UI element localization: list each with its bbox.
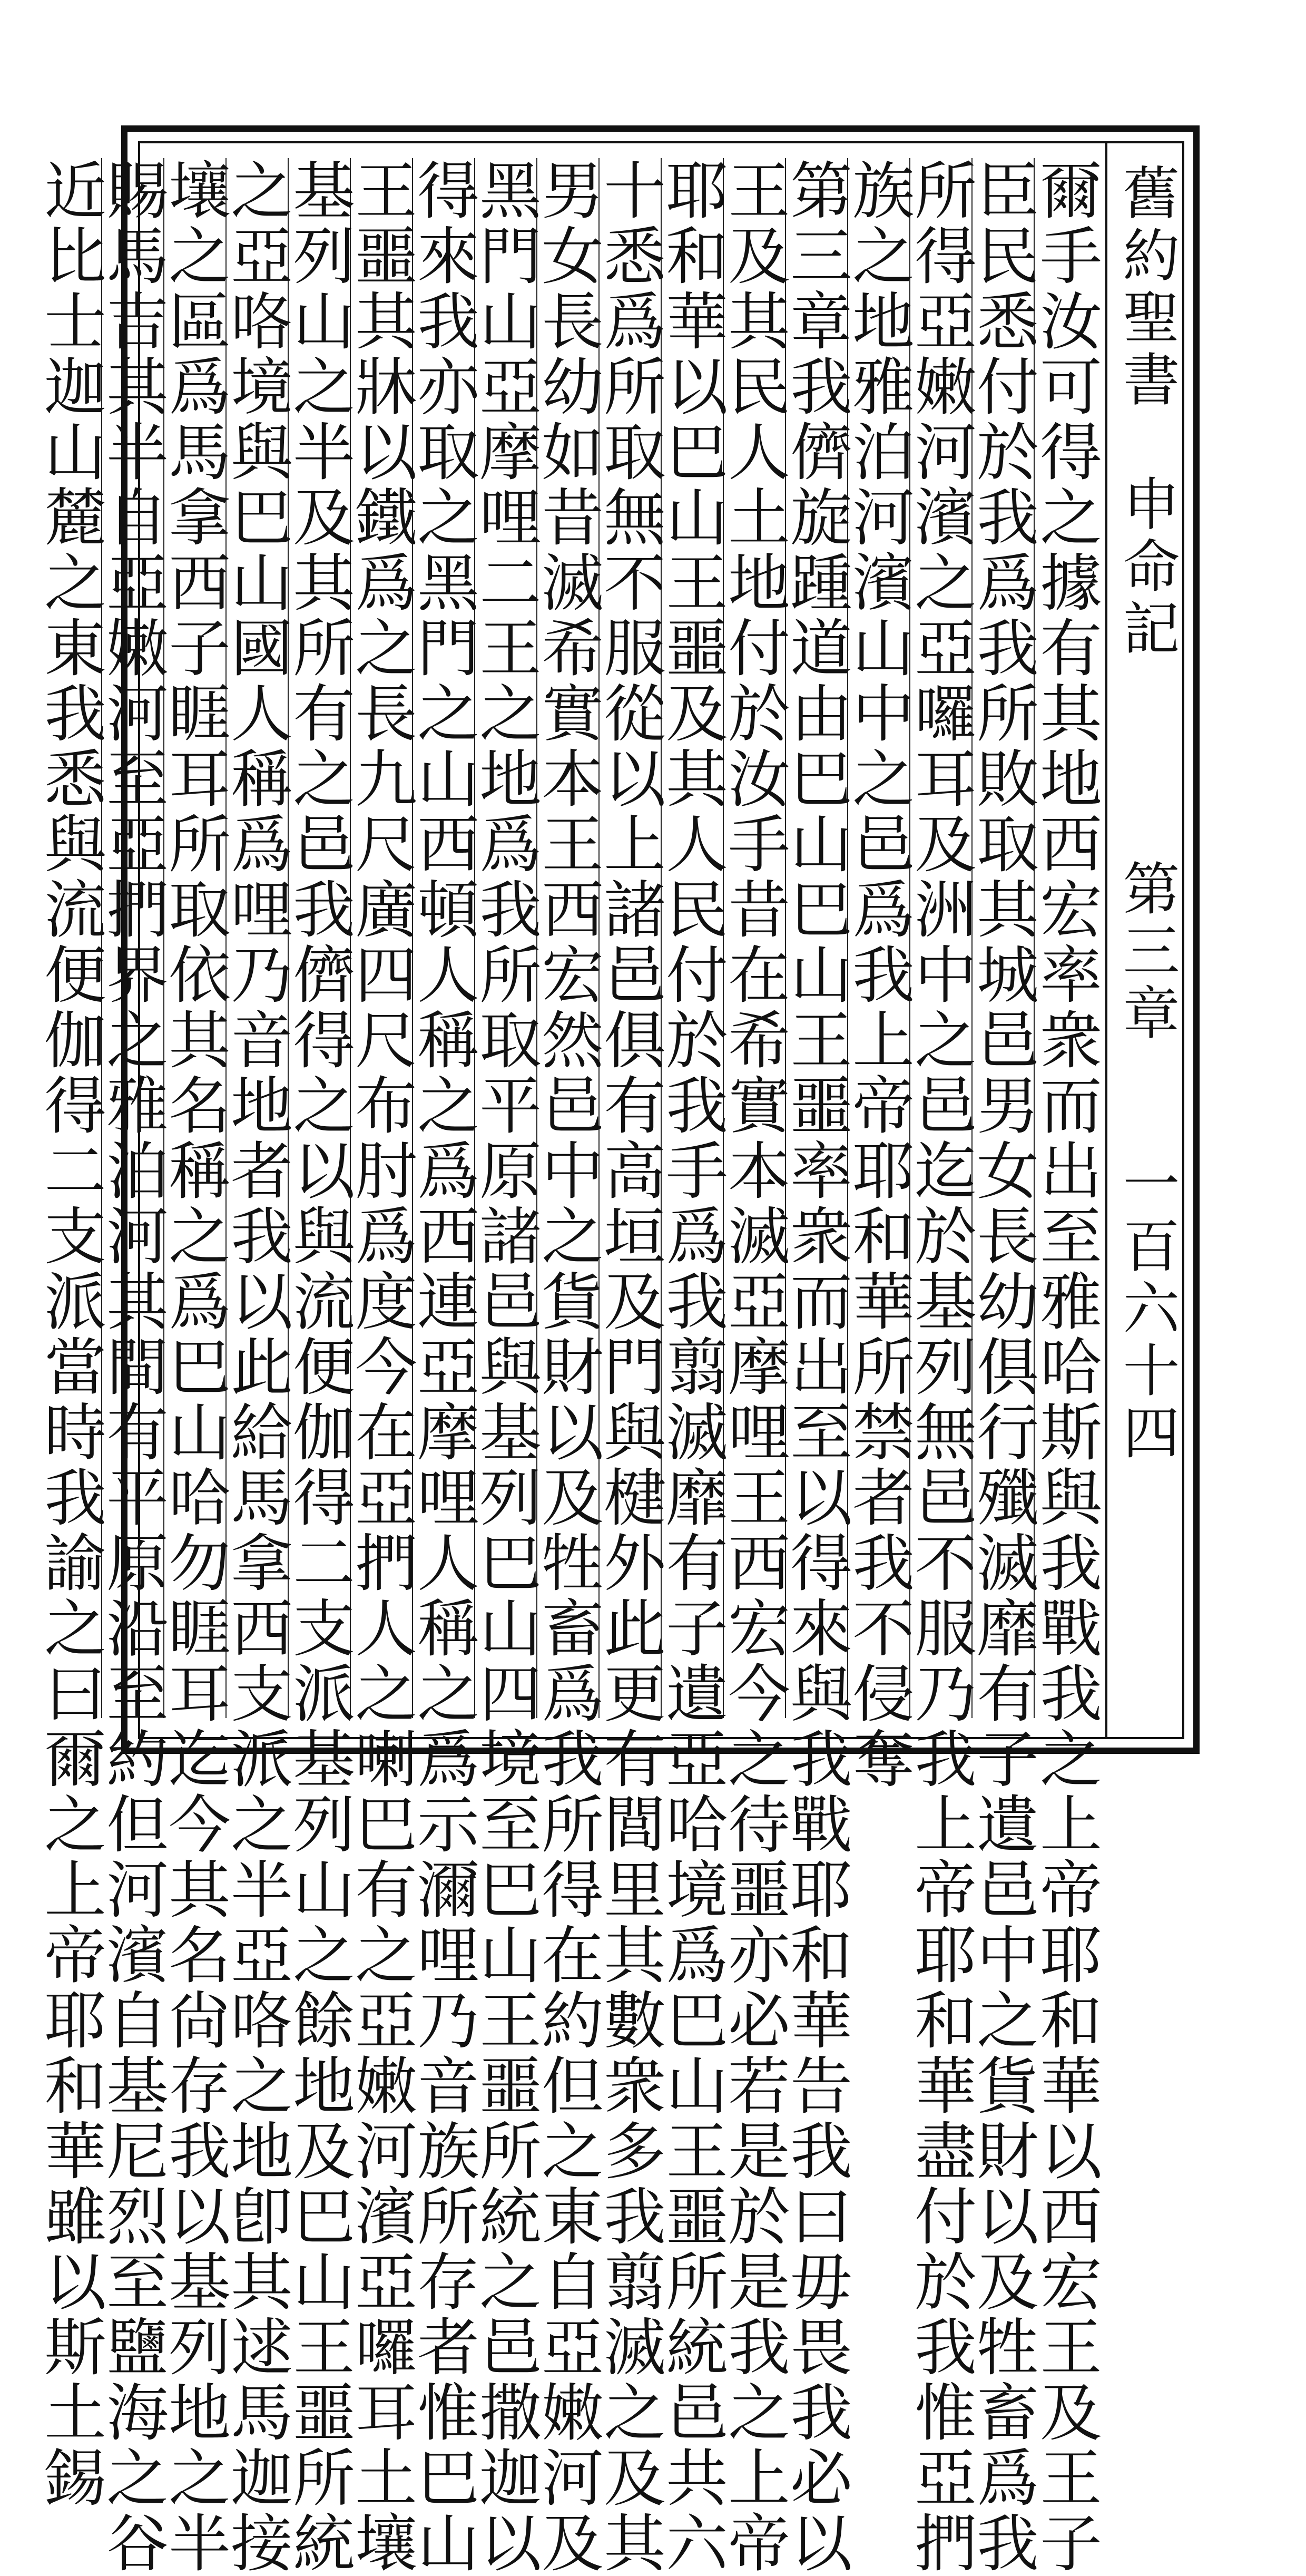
book-title: 舊約聖書 [1113, 163, 1179, 412]
text-column: 十悉爲所取無不服從以上諸邑俱有高垣及門與楗外此更有閭里其數衆多我翦滅之及其 [593, 158, 666, 2576]
text-column: 壤之區爲馬拿西子睚耳所取依其名稱之爲巴山哈勿睚耳迄今其名尙存我以基列地之半 [158, 158, 231, 2576]
text-column: 王噩其牀以鐵爲之長九尺廣四尺布肘爲度今在亞捫人之喇巴有之亞嫩河濱亞囉耳土壤 [345, 158, 417, 2576]
text-column: 所得亞嫩河濱之亞囉耳及洲中之邑迄於基列無邑不服乃我上帝耶和華盡付於我惟亞捫 [904, 158, 977, 2576]
text-column: 得來我亦取之黑門之山西頓人稱之爲西連亞摩哩人稱之爲示濔哩乃音族所存者惟巴山 [407, 158, 479, 2576]
text-column: 耶和華以巴山王噩及其人民付於我手爲我翦滅靡有子遺亞哈境爲巴山王噩所統邑共六 [655, 158, 728, 2576]
text-column: 近比士迦山麓之東我悉與流便伽得二支派當時我諭之曰爾之上帝耶和華雖以斯土錫 [34, 158, 106, 2511]
text-column: 爾手汝可得之據有其地西宏率衆而出至雅哈斯與我戰我之上帝耶和華以西宏王及王子 [1029, 158, 1102, 2576]
text-column: 族之地雅泊河濱山中之邑爲我上帝耶和華所禁者我不侵奪 [842, 158, 915, 1792]
text-column: 基列山之半及其所有之邑我儕得之以與流便伽得二支派基列山之餘地及巴山王噩所統 [282, 158, 355, 2576]
text-body [34, 158, 1102, 2576]
text-column: 賜馬吉其半自亞嫩河至亞捫界之雅泊河其間有平原沿至約但河濱自基尼烈至鹽海之谷 [96, 158, 169, 2576]
book-section: 申命記 [1113, 474, 1179, 661]
text-column: 男女長幼如昔滅希實本王西宏然邑中之貨財以及牲畜爲我所得在約但之東自亞嫩河及 [531, 158, 604, 2576]
page-number: 一百六十四 [1113, 1154, 1179, 1465]
text-column: 第三章我儕旋踵道由巴山巴山王噩率衆而出至以得來與我戰耶和華告我曰毋畏我必以 [780, 158, 852, 2576]
text-column: 黑門山亞摩哩二王之地爲我所取平原諸邑與基列巴山四境至巴山王噩所統之邑撒迦以 [469, 158, 542, 2576]
text-column: 王及其民人土地付於汝手昔在希實本滅亞摩哩王西宏今之待噩亦必若是於是我之上帝 [718, 158, 790, 2576]
text-column: 臣民悉付於我爲我所敗取其城邑男女長幼俱行殲滅靡有子遺邑中之貨財以及牲畜爲我 [966, 158, 1039, 2576]
chapter-heading: 第三章 [1113, 859, 1179, 1046]
text-column: 之亞咯境與巴山國人稱爲哩乃音地者我以此給馬拿西支派之半亞咯之地卽其逑馬迦接 [220, 158, 293, 2576]
